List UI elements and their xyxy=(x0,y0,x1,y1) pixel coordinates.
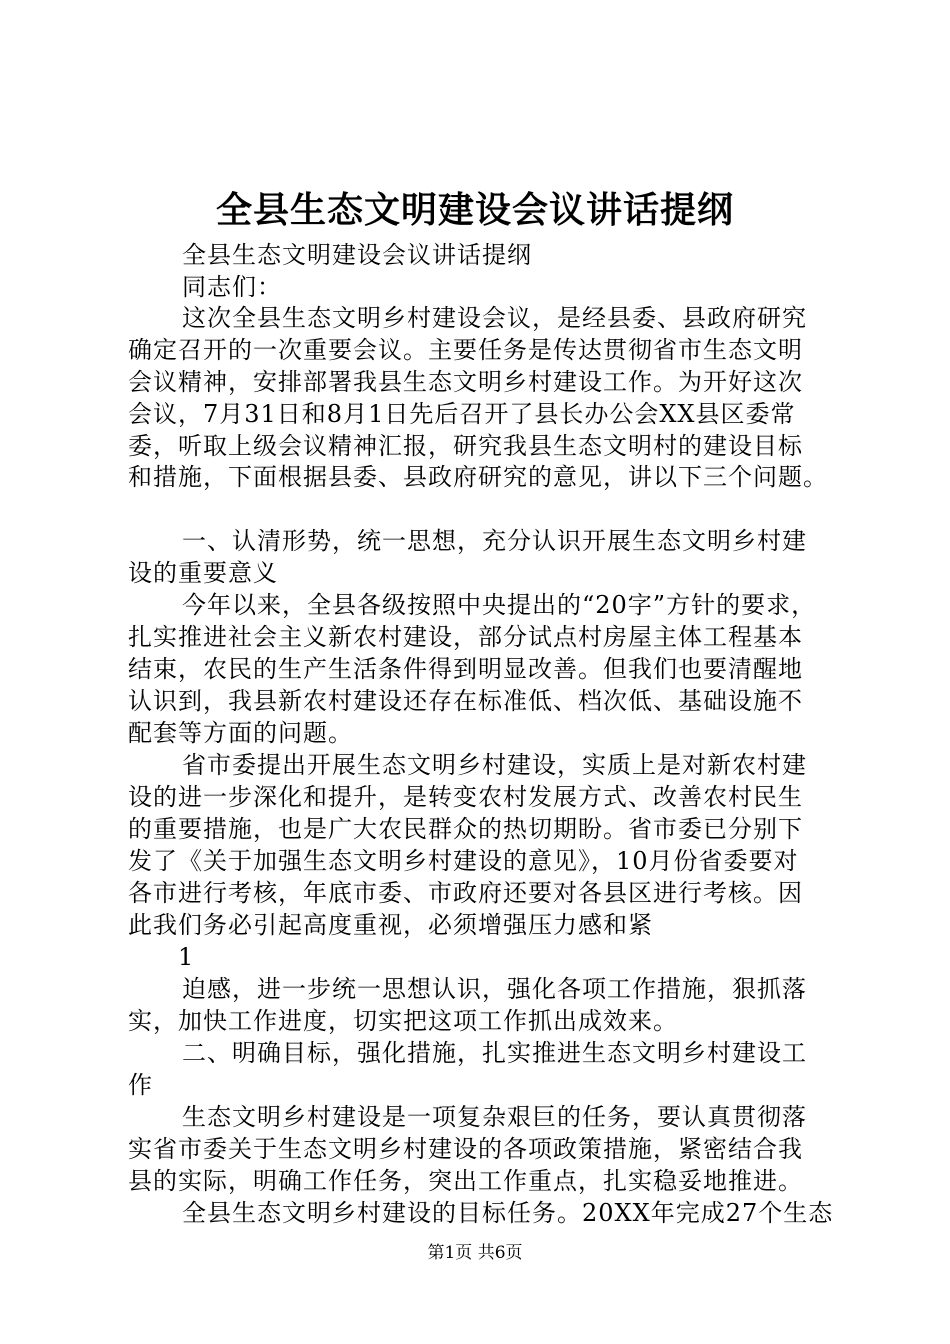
section-heading: 一、认清形势，统一思想，充分认识开展生态文明乡村建 xyxy=(182,527,807,555)
body-line: 全县生态文明乡村建设的目标任务。20XX年完成27个生态 xyxy=(182,1199,834,1227)
body-line: 实，加快工作进度，切实把这项工作抓出成效来。 xyxy=(128,1007,678,1035)
body-line: 会议精神，安排部署我县生态文明乡村建设工作。为开好这次 xyxy=(128,368,803,396)
section-heading: 作 xyxy=(128,1071,153,1099)
body-line: 扎实推进社会主义新农村建设，部分试点村房屋主体工程基本 xyxy=(128,623,803,651)
section-heading: 设的重要意义 xyxy=(128,559,278,587)
body-line: 县的实际，明确工作任务，突出工作重点，扎实稳妥地推进。 xyxy=(128,1167,803,1195)
body-line: 全县生态文明建设会议讲话提纲 xyxy=(182,241,532,269)
body-line: 省市委提出开展生态文明乡村建设，实质上是对新农村建 xyxy=(182,751,807,779)
body-line: 各市进行考核，年底市委、市政府还要对各县区进行考核。因 xyxy=(128,879,803,907)
body-line: 实省市委关于生态文明乡村建设的各项政策措施，紧密结合我 xyxy=(128,1135,803,1163)
body-line: 确定召开的一次重要会议。主要任务是传达贯彻省市生态文明 xyxy=(128,336,803,364)
page-footer: 第1页 共6页 xyxy=(427,1243,523,1263)
document-title: 全县生态文明建设会议讲话提纲 xyxy=(215,189,734,231)
body-line: 迫感，进一步统一思想认识，强化各项工作措施，狠抓落 xyxy=(182,975,807,1003)
body-line: 会议，7月31日和8月1日先后召开了县长办公会XX县区委常 xyxy=(128,400,796,428)
body-line: 配套等方面的问题。 xyxy=(128,719,353,747)
body-line: 生态文明乡村建设是一项复杂艰巨的任务，要认真贯彻落 xyxy=(182,1103,807,1131)
body-line: 的重要措施，也是广大农民群众的热切期盼。省市委已分别下 xyxy=(128,815,803,843)
body-line: 认识到，我县新农村建设还存在标准低、档次低、基础设施不 xyxy=(128,687,803,715)
body-line: 今年以来，全县各级按照中央提出的“20字”方针的要求， xyxy=(182,591,817,619)
body-line: 此我们务必引起高度重视，必须增强压力感和紧 xyxy=(128,911,653,939)
body-line: 委，听取上级会议精神汇报，研究我县生态文明村的建设目标 xyxy=(128,432,803,460)
body-line: 发了《关于加强生态文明乡村建设的意见》，10月份省委要对 xyxy=(128,847,799,875)
section-heading: 二、明确目标，强化措施，扎实推进生态文明乡村建设工 xyxy=(182,1039,807,1067)
body-line: 结束，农民的生产生活条件得到明显改善。但我们也要清醒地 xyxy=(128,655,803,683)
inline-page-number: 1 xyxy=(178,943,194,971)
body-line: 同志们： xyxy=(182,273,282,301)
body-line: 这次全县生态文明乡村建设会议，是经县委、县政府研究 xyxy=(182,304,807,332)
body-line: 设的进一步深化和提升，是转变农村发展方式、改善农村民生 xyxy=(128,783,803,811)
body-line: 和措施，下面根据县委、县政府研究的意见，讲以下三个问题。 xyxy=(128,463,828,491)
